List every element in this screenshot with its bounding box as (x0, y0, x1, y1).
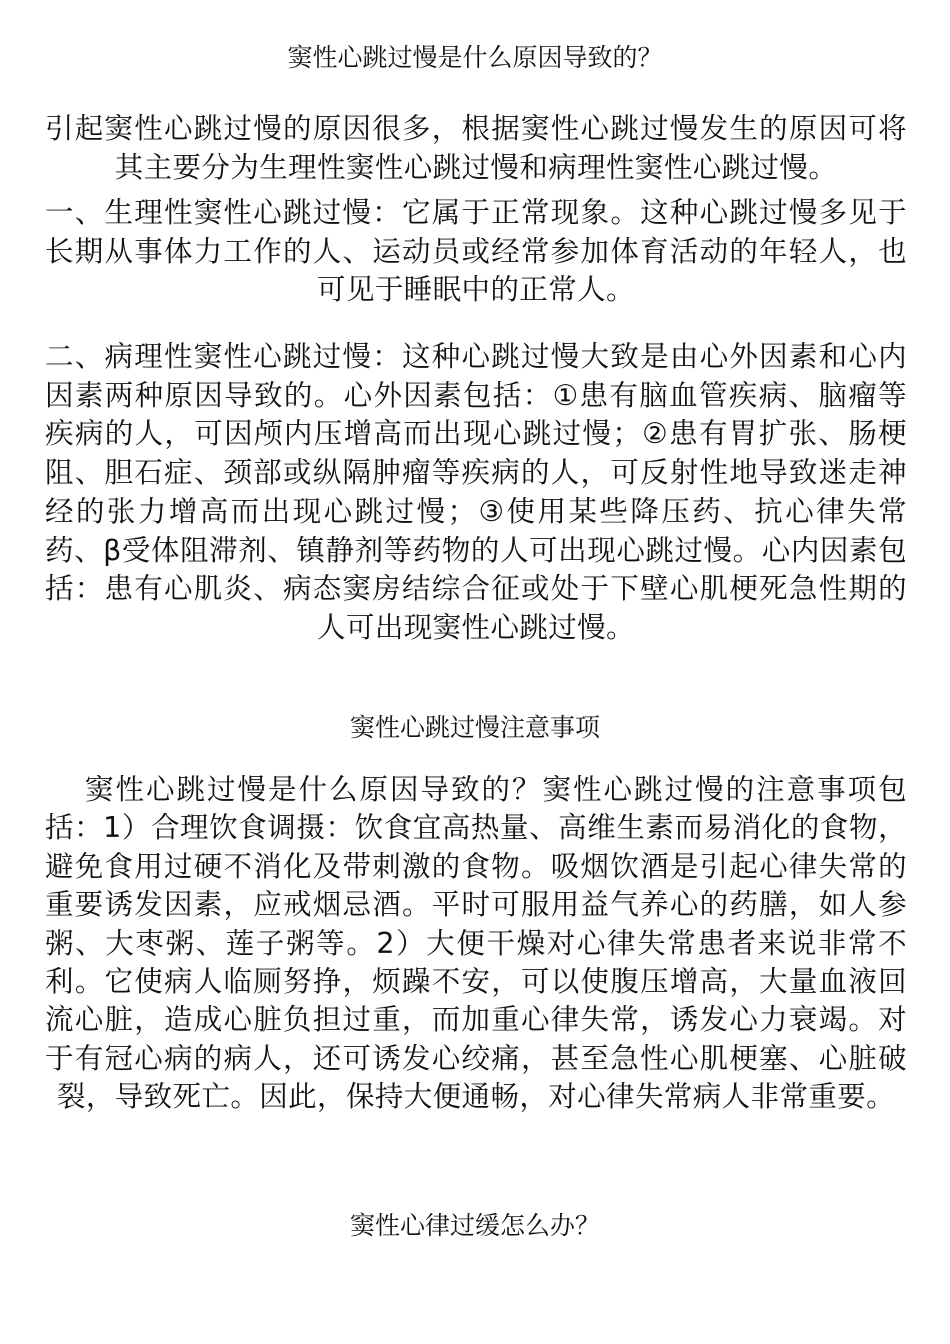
treatment-heading: 窦性心律过缓怎么办？ (349, 1211, 600, 1240)
page-title: 窦性心跳过慢是什么原因导致的？ (287, 43, 663, 72)
precautions-heading: 窦性心跳过慢注意事项 (349, 713, 600, 742)
intro-paragraph: 引起窦性心跳过慢的原因很多，根据窦性心跳过慢发生的原因可将其主要分为生理性窦性心跳过慢和病理性窦性心跳过慢。 (45, 112, 907, 184)
pathological-cause-paragraph: 二、病理性窦性心跳过慢：这种心跳过慢大致是由心外因素和心内因素两种原因导致的。心外因素包括：①患有脑血管疾病、脑瘤等疾病的人，可因颅内压增高而出现心跳过慢；②患有胃扩张、肠梗阻、胆石症、颈部或纵隔肿瘤等疾病的人，可反射性地导致迷走神经的张力增高而出现心跳过慢；③使用某些降压药、抗心律失常药、β受体阻滞剂、镇静剂等药物的人可出现心跳过慢。心内因素包括：患有心肌炎、病态窦房结综合征或处于下壁心肌梗死急性期的人可出现窦性心跳过慢。 (45, 340, 907, 644)
precautions-paragraph: 窦性心跳过慢是什么原因导致的？窦性心跳过慢的注意事项包括：1）合理饮食调摄：饮食宜高热量、高维生素而易消化的食物，避免食用过硬不消化及带刺激的食物。吸烟饮酒是引起心律失常的重要诱发因素，应戒烟忌酒。平时可服用益气养心的药膳，如人参粥、大枣粥、莲子粥等。2）大便干燥对心律失常患者来说非常不利。它使病人临厕努挣，烦躁不安，可以使腹压增高，大量血液回流心脏，造成心脏负担过重，而加重心律失常，诱发心力衰竭。对于有冠心病的病人，还可诱发心绞痛，甚至急性心肌梗塞、心脏破裂，导致死亡。因此，保持大便通畅，对心律失常病人非常重要。 (45, 773, 907, 1114)
physiological-cause-paragraph: 一、生理性窦性心跳过慢：它属于正常现象。这种心跳过慢多见于长期从事体力工作的人、运动员或经常参加体育活动的年轻人，也可见于睡眠中的正常人。 (45, 196, 907, 307)
